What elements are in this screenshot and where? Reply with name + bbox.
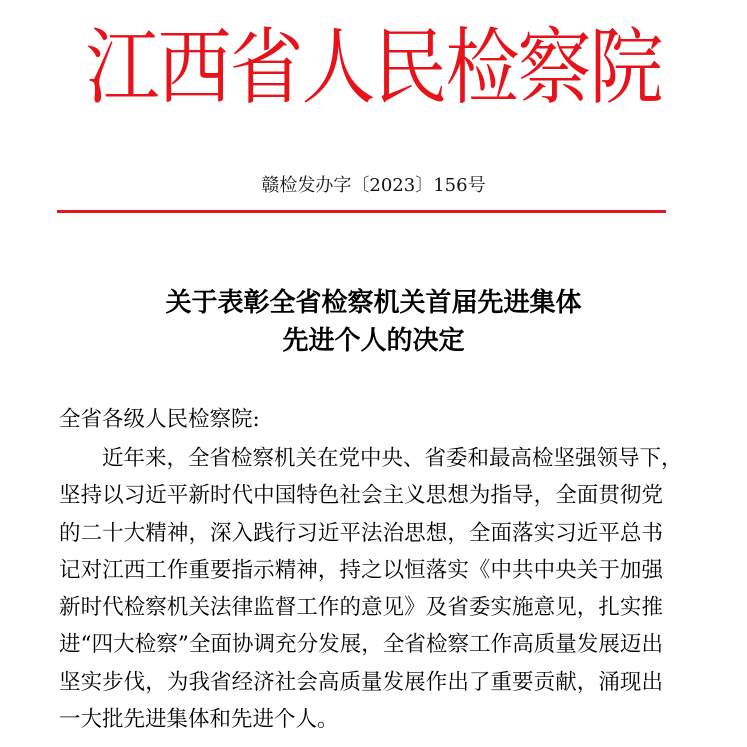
document-title: [0, 284, 747, 360]
body-paragraph: [59, 440, 683, 738]
body-line: 进“四大检察”全面协调充分发展，全省检察工作高质量发展迈出: [59, 632, 663, 658]
body-line: 坚实步伐，为我省经济社会高质量发展作出了重要贡献，涌现出: [59, 669, 663, 695]
salutation: 全省各级人民检察院:: [59, 407, 260, 432]
title-line-1: 关于表彰全省检察机关首届先进集体: [165, 288, 582, 318]
body-line: 的二十大精神，深入践行习近平法治思想，全面落实习近平总书: [59, 520, 663, 546]
title-line-2: 先进个人的决定: [282, 326, 465, 356]
body-line: 坚持以习近平新时代中国特色社会主义思想为指导，全面贯彻党: [59, 483, 663, 509]
body-line: 近年来，全省检察机关在党中央、省委和最高检坚强领导下，: [102, 446, 683, 471]
body-line: 新时代检察机关法律监督工作的意见》及省委实施意见，扎实推: [59, 595, 663, 621]
body-line: 记对江西工作重要指示精神，持之以恒落实《中共中央关于加强: [59, 557, 663, 583]
body-line: 一大批先进集体和先进个人。: [59, 707, 339, 733]
red-divider-line: [57, 210, 666, 213]
masthead-org-name: 江西省人民检察院: [85, 19, 662, 116]
document-number: 赣检发办字〔2023〕156号: [261, 175, 486, 196]
